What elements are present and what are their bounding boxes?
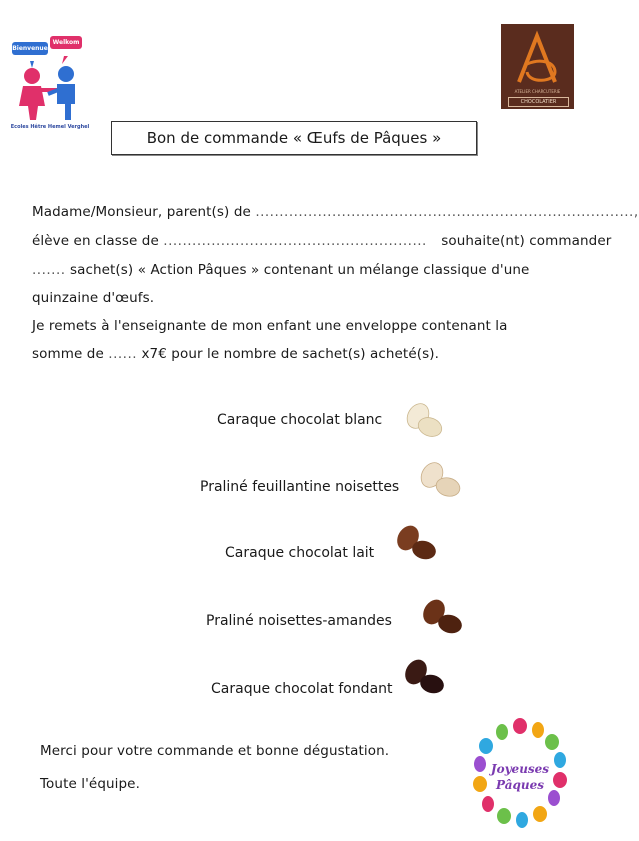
easter-greeting-line1: Joyeuses <box>490 762 550 776</box>
welcome-bubble-french: Bienvenue <box>12 42 48 55</box>
school-name: Ecoles Hêtre Hemel Verghel <box>10 124 90 130</box>
amount-label: somme de <box>32 346 104 362</box>
product-label: Praliné feuillantine noisettes <box>200 479 400 495</box>
class-label: élève en classe de <box>32 233 159 249</box>
chocolatier-name: CHOCOLATIER <box>508 97 569 107</box>
easter-logo <box>468 718 572 830</box>
praline-almond-eggs-icon <box>414 596 474 636</box>
amount-field[interactable]: ...... <box>108 346 138 362</box>
product-label: Praliné noisettes-amandes <box>206 613 392 629</box>
page-title: Bon de commande « Œufs de Pâques » <box>146 129 442 147</box>
letter-line-6 <box>32 346 439 362</box>
dark-chocolate-eggs-icon <box>396 656 456 696</box>
quantity-field[interactable]: ....... <box>32 262 66 278</box>
letter-line-1 <box>32 204 639 220</box>
order-label: souhaite(nt) commander <box>441 233 612 249</box>
class-field[interactable]: ....................................................... <box>163 233 427 249</box>
product-label: Caraque chocolat lait <box>225 545 375 561</box>
price-text: x7€ pour le nombre de sachet(s) acheté(s). <box>141 346 439 362</box>
envelope-text: Je remets à l'enseignante de mon enfant une enveloppe contenant la <box>32 318 508 334</box>
school-logo <box>8 32 90 132</box>
chocolatier-logo <box>501 24 574 109</box>
letter-line-5 <box>32 318 508 334</box>
closing-thanks: Merci pour votre commande et bonne dégustation. <box>40 743 390 759</box>
closing-signature: Toute l'équipe. <box>40 776 140 792</box>
product-label: Caraque chocolat blanc <box>217 412 383 428</box>
bag-description: sachet(s) « Action Pâques » contenant un mélange classique d'une <box>69 262 530 278</box>
chocolatier-a-icon <box>515 32 561 86</box>
letter-line-2 <box>32 233 611 249</box>
chocolatier-subtitle: ATELIER CHARCUTERIE <box>514 89 561 94</box>
child-name-field[interactable]: ..............................................................................., <box>255 204 639 220</box>
easter-greeting-line2: Pâques <box>496 778 544 792</box>
product-label: Caraque chocolat fondant <box>211 681 393 697</box>
letter-line-3 <box>32 262 529 278</box>
white-chocolate-eggs-icon <box>396 400 456 440</box>
children-holding-hands-icon <box>12 56 88 122</box>
letter-line-4 <box>32 290 154 306</box>
title-box <box>111 121 477 155</box>
egg-count-text: quinzaine d'œufs. <box>32 290 155 306</box>
welcome-bubble-dutch: Welkom <box>50 36 82 49</box>
parent-label: Madame/Monsieur, parent(s) de <box>32 204 251 220</box>
milk-chocolate-eggs-icon <box>388 522 448 562</box>
praline-feuillantine-eggs-icon <box>412 459 472 499</box>
